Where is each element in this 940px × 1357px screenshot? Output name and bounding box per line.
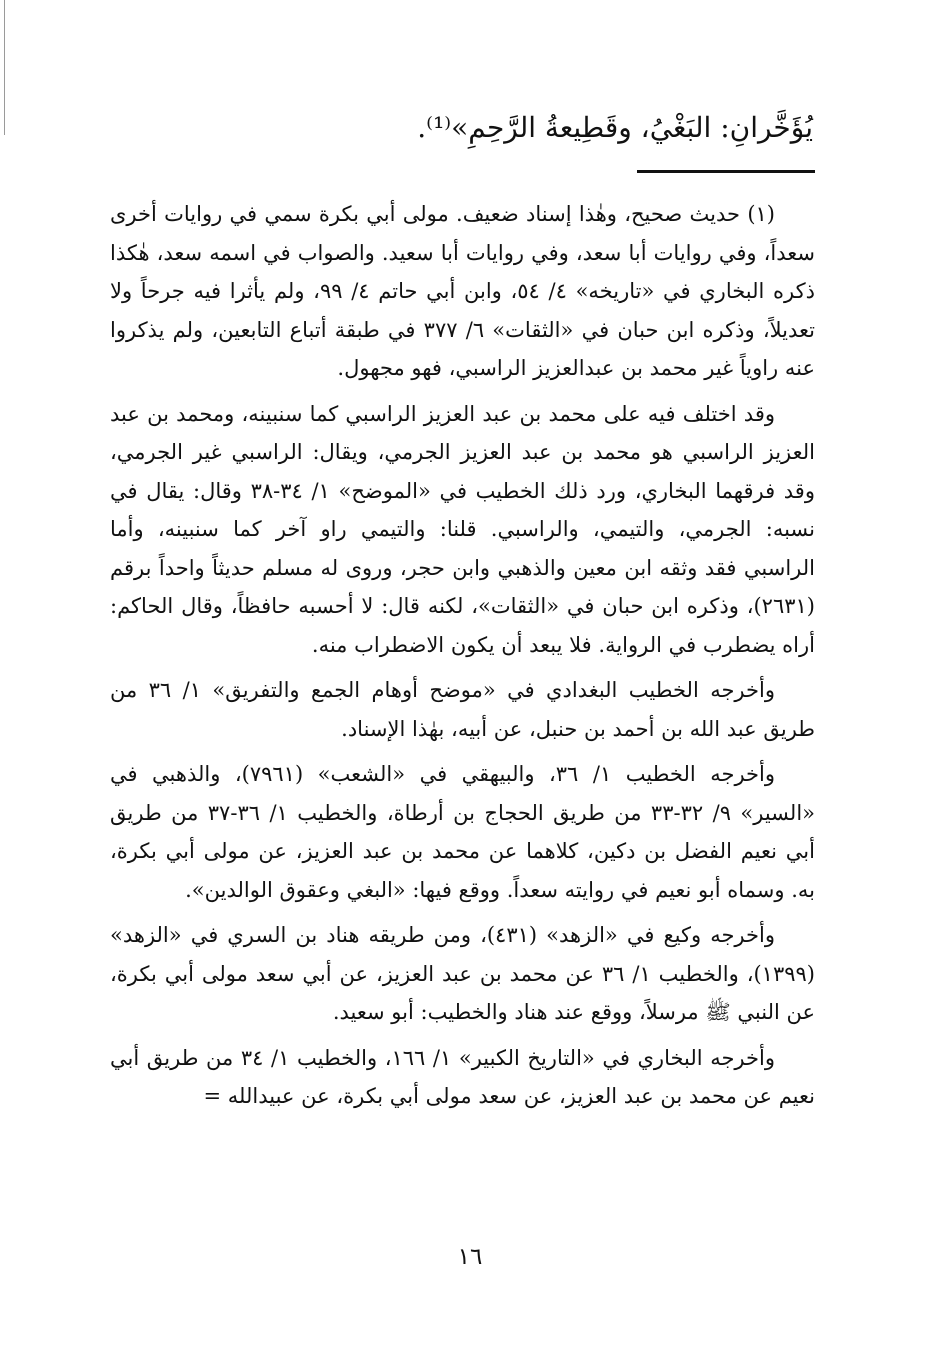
footnote-separator	[637, 170, 815, 173]
footnote-paragraph: وأخرجه الخطيب ١/ ٣٦، والبيهقي في «الشعب» (٧٩٦١)، والذهبي في «السير» ٩/ ٣٢-٣٣ من طريق الحجاج بن أرطاة، والخطيب ١/ ٣٦-٣٧ من طريق أبي نعيم الفضل بن دكين، كلاهما عن محمد بن عبد العزيز، عن مولى أبي بكرة، به. وسماه أبو نعيم في روايته سعداً. ووقع فيها: «البغي وعقوق الوالدين».	[110, 762, 815, 902]
footnote-paragraph: وأخرجه وكيع في «الزهد» (٤٣١)، ومن طريقه هناد بن السري في «الزهد» (١٣٩٩)، والخطيب ١/ ٣٦ عن محمد بن عبد العزيز، عن أبي سعد مولى أبي بكرة، عن النبي ﷺ مرسلاً، ووقع عند هناد والخطيب: أبو سعيد.	[110, 923, 815, 1024]
footnote-paragraph: (١) حديث صحيح، وهٰذا إسناد ضعيف. مولى أبي بكرة سمي في روايات أخرى سعداً، وفي روايات أبا سعد، وفي روايات أبا سعيد. والصواب في اسمه سعد، هٰكذا ذكره البخاري في «تاريخه» ٤/ ٥٤، وابن أبي حاتم ٤/ ٩٩، ولم يأثرا فيه جرحاً ولا تعديلاً، وذكره ابن حبان في «الثقات» ٦/ ٣٧٧ في طبقة أتباع التابعين، ولم يذكروا عنه راوياً غير محمد بن عبدالعزيز الراسبي، فهو مجهول.	[110, 202, 815, 380]
document-page	[110, 100, 815, 1123]
page-edge-line	[4, 0, 5, 135]
footnotes	[110, 195, 815, 1116]
footnote-paragraph: وأخرجه البخاري في «التاريخ الكبير» ١/ ١٦٦، والخطيب ١/ ٣٤ من طريق أبي نعيم عن محمد بن عبد العزيز، عن سعد مولى أبي بكرة، عن عبيدالله =	[110, 1045, 815, 1108]
page-number: ١٦	[457, 1244, 483, 1270]
footnote-paragraph: وقد اختلف فيه على محمد بن عبد العزيز الراسبي كما سنبينه، ومحمد بن عبد العزيز الراسبي هو محمد بن عبد العزيز الجرمي، ويقال: الراسبي غير الجرمي، وقد فرقهما البخاري، ورد ذلك الخطيب في «الموضح» ١/ ٣٤-٣٨ وقال: يقال في نسبه: الجرمي، والتيمي، والراسبي. قلنا: والتيمي راو آخر كما سنبينه، وأما الراسبي فقد وثقه ابن معين والذهبي وابن حجر، وروى له مسلم حديثاً واحداً برقم (٢٦٣١)، وذكره ابن حبان في «الثقات»، لكنه قال: لا أحسبه حافظاً، وقال الحاكم: أراه يضطرب في الرواية. فلا يبعد أن يكون الاضطراب منه.	[110, 401, 815, 657]
footnote-paragraph: وأخرجه الخطيب البغدادي في «موضح أوهام الجمع والتفريق» ١/ ٣٦ من طريق عبد الله بن أحمد بن حنبل، عن أبيه، بهٰذا الإسناد.	[110, 678, 815, 741]
main-text-line: يُؤَخَّرانِ: البَغْيُ، وقَطِيعةُ الرَّحِمِ»⁽¹⁾.	[417, 111, 813, 144]
